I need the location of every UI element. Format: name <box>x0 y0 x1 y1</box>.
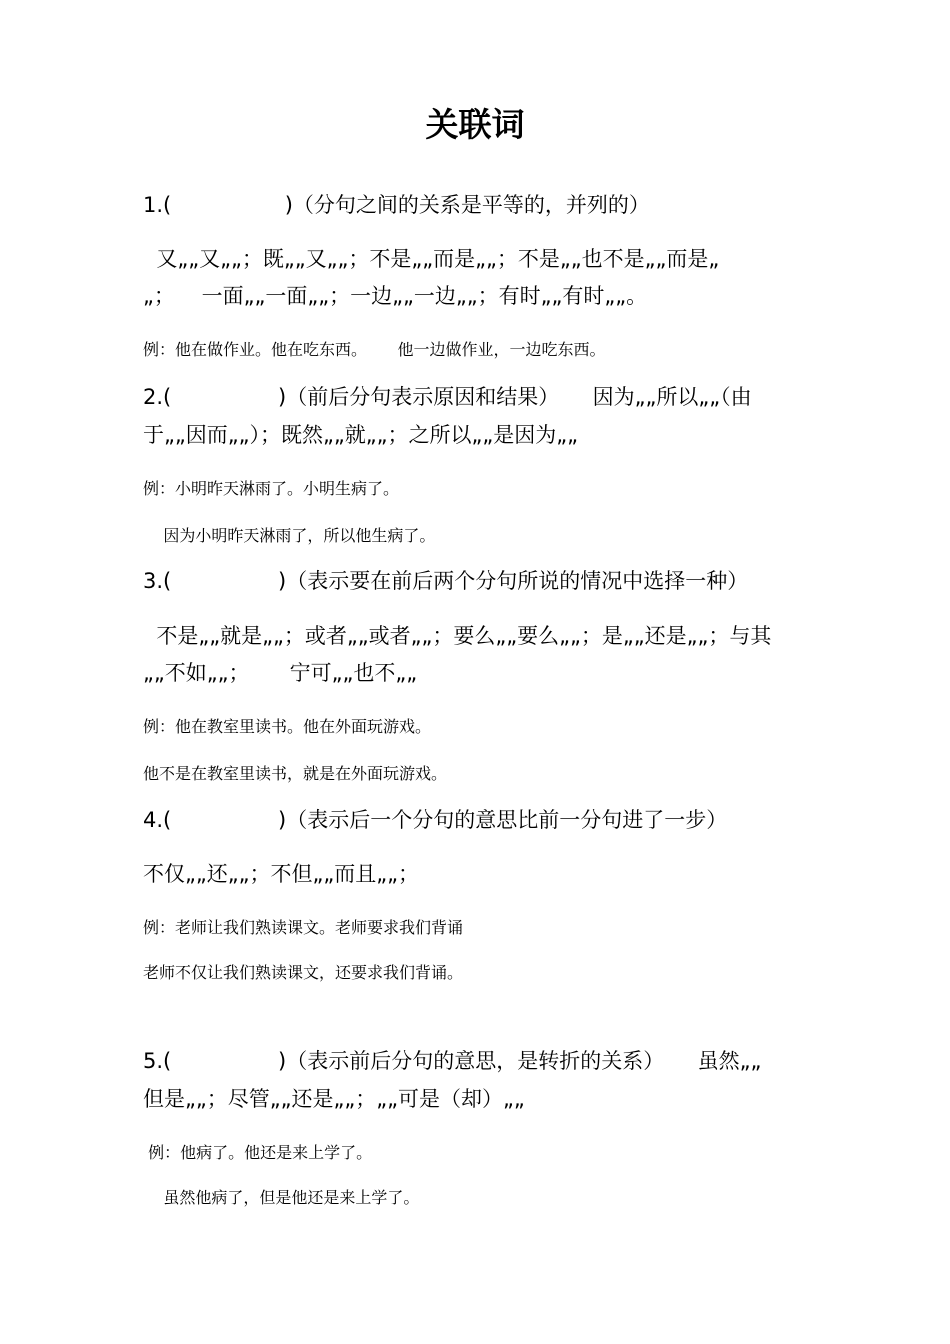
section-4-heading: 4.( )（表示后一个分句的意思比前一分句进了一步） <box>143 808 728 832</box>
section-3-heading: 3.( )（表示要在前后两个分句所说的情况中选择一种） <box>143 569 749 593</box>
page-title: 关联词 <box>425 105 525 144</box>
section-1-words-line-1: 又„„又„„；既„„又„„；不是„„而是„„；不是„„也不是„„而是„ <box>143 247 720 271</box>
section-1-example-1: 例：他在做作业。他在吃东西。 他一边做作业，一边吃东西。 <box>143 340 606 359</box>
section-4-example-1: 例：老师让我们熟读课文。老师要求我们背诵 <box>143 918 464 937</box>
section-3-words-line-2: „„不如„„； 宁可„„也不„„ <box>143 661 418 685</box>
section-4-example-2: 老师不仅让我们熟读课文，还要求我们背诵。 <box>143 963 464 982</box>
section-1-heading: 1.( )（分句之间的关系是平等的，并列的） <box>143 193 650 217</box>
section-5-example-2: 虽然他病了，但是他还是来上学了。 <box>143 1188 420 1207</box>
section-1-words-line-2: „； 一面„„一面„„；一边„„一边„„；有时„„有时„„。 <box>143 284 648 308</box>
section-2-heading: 2.( )（前后分句表示原因和结果） 因为„„所以„„（由 <box>143 385 752 409</box>
section-2-example-1: 例：小明昨天淋雨了。小明生病了。 <box>143 479 400 498</box>
section-5-heading: 5.( )（表示前后分句的意思，是转折的关系） 虽然„„ <box>143 1049 762 1073</box>
section-2-example-2: 因为小明昨天淋雨了，所以他生病了。 <box>143 526 436 545</box>
section-3-example-1: 例：他在教室里读书。他在外面玩游戏。 <box>143 717 432 736</box>
section-2-words-line-1: 于„„因而„„）；既然„„就„„；之所以„„是因为„„ <box>143 423 579 447</box>
section-4-words-line-1: 不仅„„还„„；不但„„而且„„； <box>143 862 420 886</box>
section-3-example-2: 他不是在教室里读书，就是在外面玩游戏。 <box>143 764 448 783</box>
section-5-example-1: 例：他病了。他还是来上学了。 <box>143 1143 373 1162</box>
section-5-words-line-1: 但是„„；尽管„„还是„„；„„可是（却）„„ <box>143 1087 525 1111</box>
section-3-words-line-1: 不是„„就是„„；或者„„或者„„；要么„„要么„„；是„„还是„„；与其 <box>143 624 772 648</box>
